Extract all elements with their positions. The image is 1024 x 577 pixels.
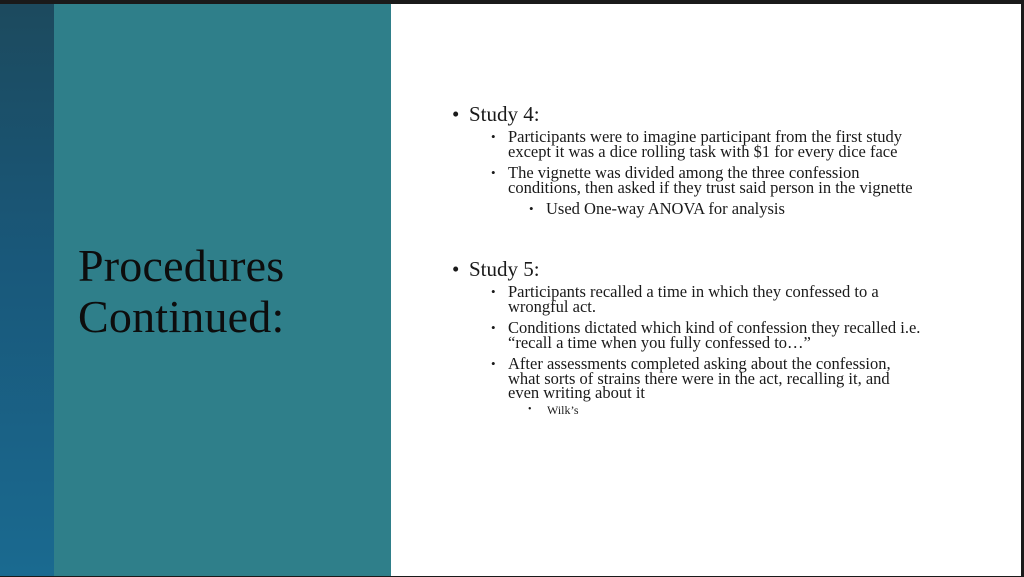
study-5-point-3-text: After assessments completed asking about the confession, what sorts of strains there were in the act, recalling it, and even writing about it <box>508 354 891 402</box>
slide <box>0 4 1021 576</box>
study-4-heading <box>452 102 922 216</box>
study-4-point-2 <box>469 163 922 218</box>
study-5-point-2: • Conditions dictated which kind of confession they recalled i.e. “recall a time when you fully confessed to…” <box>469 321 922 350</box>
study-4-points <box>469 127 922 218</box>
study-4-subpoints <box>508 201 922 216</box>
slide-title <box>78 240 284 342</box>
slide-title-line-2: Continued: <box>78 291 285 342</box>
study-5-subpoint-1: • Wilk’s <box>528 403 922 417</box>
study-5-points <box>469 282 922 417</box>
study-5-point-1: • Participants recalled a time in which they confessed to a wrongful act. <box>469 285 922 314</box>
study-4-subpoint-1: • Used One-way ANOVA for analysis <box>508 201 922 216</box>
study-4-point-1: • Participants were to imagine participant from the first study except it was a dice rolling task with $1 for every dice face <box>469 130 922 159</box>
slide-title-line-1: Procedures <box>78 240 285 291</box>
study-5-heading-text: Study 5: <box>469 257 540 281</box>
study-5-list <box>452 257 922 417</box>
study-5-subpoints <box>528 403 922 417</box>
study-4-heading-text: Study 4: <box>469 102 540 126</box>
slide-content <box>452 102 922 424</box>
study-5-point-3 <box>469 354 922 417</box>
study-4-point-2-text: The vignette was divided among the three confession conditions, then asked if they trust said person in the vignette <box>508 163 913 197</box>
study-4-list <box>452 102 922 216</box>
study-5-heading <box>452 257 922 417</box>
slide-edge-band <box>0 4 54 576</box>
